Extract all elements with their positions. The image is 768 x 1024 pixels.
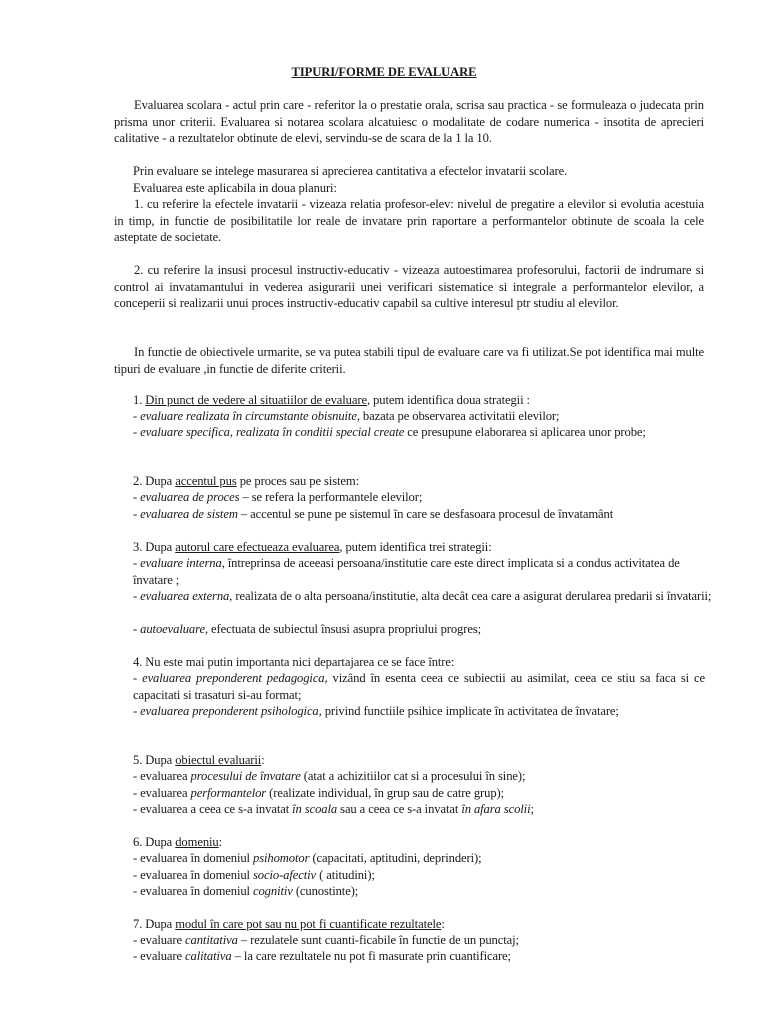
item-text: - evaluarea în domeniul — [133, 851, 253, 865]
section-6-heading — [133, 834, 705, 851]
intro-paragraph-4 — [114, 196, 704, 246]
section-1-tail: , putem identifica doua strategii : — [366, 393, 530, 407]
item-term: evaluare specifica, realizata în conditii special create — [140, 425, 405, 439]
bullet-dash: - — [133, 490, 141, 504]
section-5-heading — [133, 752, 705, 769]
document-title: TIPURI/FORME DE EVALUARE — [291, 65, 477, 79]
section-7-item-b — [133, 948, 705, 965]
intro-text-4: 1. cu referire la efectele invatarii - vizeaza relatia profesor-elev: nivelul de pregatire a elevilor si evolutia acestuia in timp, in functie de posibilitatile lor reale de invatare prin raportare a performantelor obtinute de scoala la cele asteptate de societate. — [114, 197, 704, 245]
intro-paragraph-6 — [114, 344, 704, 377]
intro-paragraph-1 — [114, 97, 704, 147]
section-7-criterion: modul în care pot sau nu pot fi cuantificate rezultatele — [175, 917, 442, 931]
item-term: evaluare realizata în circumstante obisnuite — [140, 409, 357, 423]
item-text: , întreprinsa de aceeasi persoana/institutie care este direct implicata si a condus activitatea de învatare ; — [133, 556, 680, 587]
section-6-item-a — [133, 850, 705, 867]
intro-paragraph-2 — [133, 163, 705, 180]
bullet-dash: - — [133, 507, 141, 521]
item-text: , bazata pe observarea activitatii elevilor; — [356, 409, 560, 423]
item-term: evaluarea preponderent pedagogica — [142, 671, 325, 685]
intro-paragraph-3 — [133, 180, 705, 197]
item-text: – accentul se pune pe sistemul în care se desfasoara procesul de învatamânt — [237, 507, 614, 521]
section-3-criterion: autorul care efectueaza evaluarea — [175, 540, 340, 554]
item-text: ( atitudini); — [316, 868, 375, 882]
item-text: - evaluarea în domeniul — [133, 868, 253, 882]
section-7-number: 7. Dupa — [133, 917, 176, 931]
item-text: , realizata de o alta persoana/institutie, alta decât cea care a asigurat derularea predarii si învatarii; — [229, 589, 712, 603]
section-3-item-b — [133, 588, 713, 605]
section-1-heading — [133, 392, 705, 409]
item-term: evaluare interna — [140, 556, 222, 570]
section-5-criterion: obiectul evaluarii — [175, 753, 262, 767]
intro-text-5: 2. cu referire la insusi procesul instructiv-educativ - vizeaza autoestimarea profesorului, factorii de indrumare si control ai invatamantului in vederea asigurarii unei verificari sistematice si integrale a performantelor elevilor, a conceperii si realizarii unui proces instructiv-educativ capabil sa cultive interesul ptr studiu al elevilor. — [114, 263, 704, 311]
item-text: - evaluarea — [133, 786, 191, 800]
item-text: ce presupune elaborarea si aplicarea unor probe; — [404, 425, 646, 439]
item-text: (realizate individual, în grup sau de catre grup); — [266, 786, 505, 800]
section-3-tail: , putem identifica trei strategii: — [339, 540, 492, 554]
section-7-tail: : — [441, 917, 445, 931]
item-term: cantitativa — [185, 933, 238, 947]
section-6-item-c — [133, 883, 705, 900]
item-text: – se refera la performantele elevilor; — [239, 490, 423, 504]
section-6-item-b — [133, 867, 705, 884]
item-text: sau a ceea ce s-a invatat — [337, 802, 462, 816]
item-text: - evaluare — [133, 933, 186, 947]
item-term: autoevaluare — [140, 622, 205, 636]
section-4-heading — [133, 654, 705, 671]
section-2-heading — [133, 473, 705, 490]
section-7-heading — [133, 916, 705, 933]
item-text: (capacitati, aptitudini, deprinderi); — [309, 851, 482, 865]
item-term: procesului de învatare — [190, 769, 301, 783]
section-4-item-a — [133, 670, 705, 703]
item-term: evaluarea de proces — [140, 490, 240, 504]
section-2-item-b — [133, 506, 705, 523]
item-term: calitativa — [185, 949, 232, 963]
section-1-item-a — [133, 408, 705, 425]
bullet-dash: - — [133, 704, 141, 718]
item-term: evaluarea externa — [140, 589, 230, 603]
item-text: , efectuata de subiectul însusi asupra propriului progres; — [204, 622, 482, 636]
section-1-item-b — [133, 424, 705, 441]
intro-paragraph-5 — [114, 262, 704, 312]
section-2-criterion: accentul pus — [175, 474, 237, 488]
item-text: - evaluarea în domeniul — [133, 884, 253, 898]
bullet-dash: - — [133, 409, 141, 423]
item-term: în afara scolii — [461, 802, 531, 816]
item-text: , privind functiile psihice implicate în activitatea de învatare; — [318, 704, 619, 718]
bullet-dash: - — [133, 622, 141, 636]
section-4-text: 4. Nu este mai putin importanta nici departajarea ce se face între: — [133, 655, 455, 669]
item-term: evaluarea preponderent psihologica — [140, 704, 319, 718]
item-text: – rezulatele sunt cuanti-ficabile în functie de un punctaj; — [237, 933, 519, 947]
section-3-number: 3. Dupa — [133, 540, 176, 554]
section-6-criterion: domeniu — [175, 835, 219, 849]
section-3-item-c — [133, 621, 705, 638]
section-5-tail: : — [261, 753, 265, 767]
section-5-item-b — [133, 785, 705, 802]
section-2-tail: pe proces sau pe sistem: — [236, 474, 359, 488]
intro-text-1: Evaluarea scolara - actul prin care - referitor la o prestatie orala, scrisa sau practica - se formuleaza o judecata prin prisma unor criterii. Evaluarea si notarea scolara alcatuiesc o modalitate de codare numerica - insotita de aprecieri calitative - a rezultatelor obtinute de elevi, servindu-se de scara de la 1 la 10. — [114, 98, 704, 146]
section-3-heading — [133, 539, 705, 556]
item-text: - evaluare — [133, 949, 186, 963]
section-5-item-a — [133, 768, 705, 785]
item-text: (cunostinte); — [292, 884, 359, 898]
item-text: (atat a achizitiilor cat si a procesului în sine); — [300, 769, 526, 783]
intro-text-6: In functie de obiectivele urmarite, se va putea stabili tipul de evaluare care va fi utilizat.Se pot identifica mai multe tipuri de evaluare ,in functie de diferite criterii. — [114, 345, 704, 376]
item-text: - evaluarea a ceea ce s-a invatat — [133, 802, 293, 816]
section-5-item-c — [133, 801, 705, 818]
item-term: performantelor — [190, 786, 267, 800]
item-text: - evaluarea — [133, 769, 191, 783]
item-term: evaluarea de sistem — [140, 507, 238, 521]
section-1-criterion: Din punct de vedere al situatiilor de evaluare — [145, 393, 367, 407]
section-2-number: 2. Dupa — [133, 474, 176, 488]
item-term: psihomotor — [253, 851, 310, 865]
item-term: în scoala — [292, 802, 338, 816]
section-1-number: 1. — [133, 393, 146, 407]
section-4-item-b — [133, 703, 705, 720]
section-6-tail: : — [218, 835, 223, 849]
section-3-item-a — [133, 555, 713, 588]
bullet-dash: - — [133, 589, 141, 603]
bullet-dash: - — [133, 556, 141, 570]
section-2-item-a — [133, 489, 705, 506]
item-text: , vizând în esenta ceea ce subiectii au asimilat, ceea ce stiu sa faca si ce capacitati si trasaturi si-au format; — [133, 671, 705, 702]
item-term: socio-afectiv — [253, 868, 317, 882]
item-term: cognitiv — [253, 884, 293, 898]
intro-text-3: Evaluarea este aplicabila in doua planuri: — [133, 181, 337, 195]
section-7-item-a — [133, 932, 705, 949]
item-text: ; — [530, 802, 534, 816]
intro-text-2: Prin evaluare se intelege masurarea si aprecierea cantitativa a efectelor invatarii scolare. — [133, 164, 568, 178]
section-6-number: 6. Dupa — [133, 835, 176, 849]
bullet-dash: - — [133, 425, 141, 439]
section-5-number: 5. Dupa — [133, 753, 176, 767]
item-text: – la care rezultatele nu pot fi masurate prin cuantificare; — [231, 949, 511, 963]
bullet-dash: - — [133, 671, 143, 685]
